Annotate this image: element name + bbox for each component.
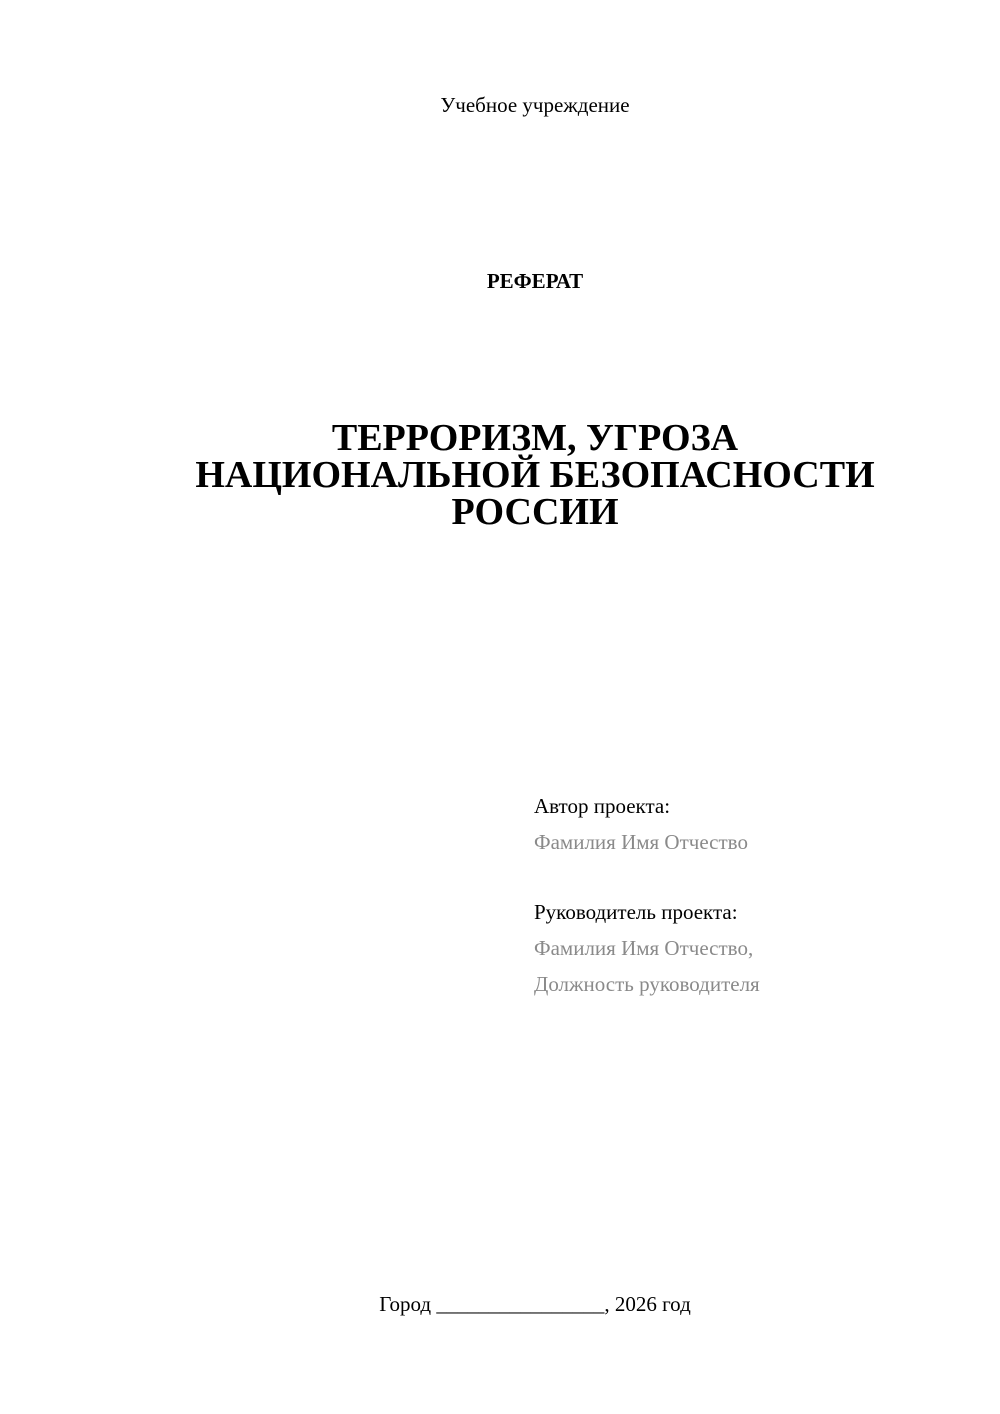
credits-block — [534, 788, 974, 1002]
supervisor-name: Фамилия Имя Отчество, — [534, 936, 754, 960]
supervisor-position: Должность руководителя — [534, 972, 760, 996]
credits-spacer — [534, 860, 974, 894]
title-line-3: РОССИИ — [451, 491, 619, 533]
city-year-line: Город ________________, 2026 год — [379, 1292, 691, 1316]
author-name: Фамилия Имя Отчество — [534, 830, 748, 854]
supervisor-label: Руководитель проекта: — [534, 900, 738, 924]
title-line-2: НАЦИОНАЛЬНОЙ БЕЗОПАСНОСТИ — [195, 454, 875, 496]
institution-name: Учебное учреждение — [440, 93, 630, 117]
title-line-1: ТЕРРОРИЗМ, УГРОЗА — [331, 417, 739, 459]
author-label: Автор проекта: — [534, 794, 671, 818]
document-title — [150, 417, 920, 533]
document-type: РЕФЕРАТ — [486, 269, 584, 293]
